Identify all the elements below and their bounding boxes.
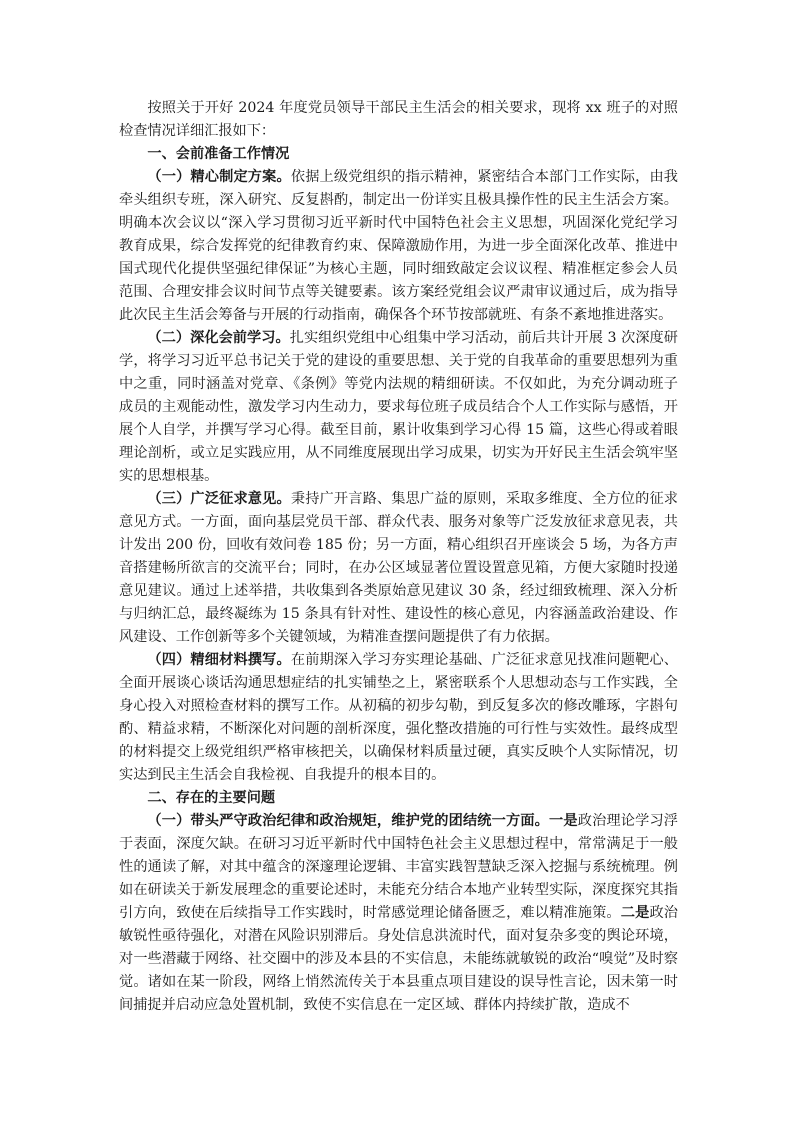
- paragraph-opinions: [119, 488, 678, 649]
- section-heading-problems: 二、存在的主要问题: [147, 790, 276, 806]
- paragraph-body: 依据上级党组织的指示精神，紧密结合本部门工作实际，由我牵头组织专班，深入研究、反复斟酌，制定出一份详实且极具操作性的民主生活会方案。明确本次会议以“深入学习贯彻习近平新时代中国特色社会主义思想，巩固深化党纪学习教育成果，综合发挥党的纪律教育约束、保障激励作用，为进一步全面深化改革、推进中国式现代化提供坚强纪律保证”为核心主题，同时细致敲定会议议程、精准框定参会人员范围、合理安排会议时间节点等关键要素。该方案经党组会议严肃审议通过后，成为指导此次民主生活会筹备与开展的行动指南，确保各个环节按部就班、有条不紊地推进落实。: [119, 169, 678, 323]
- point-label: 一是: [549, 813, 578, 829]
- paragraph-political-discipline: [119, 810, 678, 1017]
- document-page: [119, 97, 678, 1017]
- point-body: 政治理论学习浮于表面，深度欠缺。在研习习近平新时代中国特色社会主义思想过程中，常常满足于一般性的通读了解，对其中蕴含的深邃理论逻辑、丰富实践智慧缺乏深入挖掘与系统梳理。例如在研读关于新发展理念的重要论述时，未能充分结合本地产业转型实际，深度探究其指引方向，致使在后续指导工作实践时，时常感觉理论储备匮乏，难以精准施策。: [119, 813, 678, 921]
- point-body: 政治敏锐性亟待强化，对潜在风险识别滞后。身处信息洪流时代，面对复杂多变的舆论环境，对一些潜藏于网络、社交圈中的涉及本县的不实信息，未能练就敏锐的政治“嗅觉”及时察觉。诸如在某一阶段，网络上悄然流传关于本县重点项目建设的误导性言论，因未第一时间捕捉并启动应急处置机制，致使不实信息在一定区域、群体内持续扩散，造成不: [119, 905, 678, 1013]
- paragraph-lead: （四）精细材料撰写。: [147, 652, 291, 668]
- section-heading-prep: 一、会前准备工作情况: [147, 146, 290, 162]
- paragraph-plan: [119, 166, 678, 327]
- paragraph-study: [119, 327, 678, 488]
- point-label: 二是: [620, 905, 650, 921]
- paragraph-body: 秉持广开言路、集思广益的原则，采取多维度、全方位的征求意见方式。一方面，面向基层党员干部、群众代表、服务对象等广泛发放征求意见表，共计发出 200 份，回收有效问卷 185 份；另一方面，精心组织召开座谈会 5 场，为各方声音搭建畅所欲言的交流平台；同时，在办公区域显著位置设置意见箱，方便大家随时投递意见建议。通过上述举措，共收集到各类原始意见建议 30 条，经过细致梳理、深入分析与归纳汇总，最终凝练为 15 条具有针对性、建设性的核心意见，内容涵盖政治建设、作风建设、工作创新等多个关键领域，为精准查摆问题提供了有力依据。: [119, 491, 678, 645]
- paragraph-lead: （三）广泛征求意见。: [147, 491, 291, 507]
- paragraph-body: 在前期深入学习夯实理论基础、广泛征求意见找准问题靶心、全面开展谈心谈话沟通思想症结的扎实铺垫之上，紧密联系个人思想动态与工作实践，全身心投入对照检查材料的撰写工作。从初稿的初步勾勒，到反复多次的修改雕琢，字斟句酌、精益求精，不断深化对问题的剖析深度，强化整改措施的可行性与实效性。最终成型的材料提交上级党组织严格审核把关，以确保材料质量过硬，真实反映个人实际情况，切实达到民主生活会自我检视、自我提升的根本目的。: [119, 652, 678, 783]
- intro-paragraph: 按照关于开好 2024 年度党员领导干部民主生活会的相关要求，现将 xx 班子的对照检查情况详细汇报如下：: [119, 100, 678, 139]
- paragraph-body: 扎实组织党组中心组集中学习活动，前后共计开展 3 次深度研学，将学习习近平总书记关于党的建设的重要思想、关于党的自我革命的重要思想列为重中之重，同时涵盖对党章、《条例》等党内法规的精细研读。不仅如此，为充分调动班子成员的主观能动性，激发学习内生动力，要求每位班子成员结合个人工作实际与感悟，开展个人自学，并撰写学习心得。截至目前，累计收集到学习心得 15 篇，这些心得或着眼理论剖析，或立足实践应用，从不同维度展现出学习成果，切实为开好民主生活会筑牢坚实的思想根基。: [119, 330, 678, 484]
- paragraph-lead: （一）带头严守政治纪律和政治规矩，维护党的团结统一方面。: [147, 813, 550, 829]
- paragraph-lead: （一）精心制定方案。: [147, 169, 291, 185]
- paragraph-materials: [119, 649, 678, 787]
- paragraph-lead: （二）深化会前学习。: [147, 330, 290, 346]
